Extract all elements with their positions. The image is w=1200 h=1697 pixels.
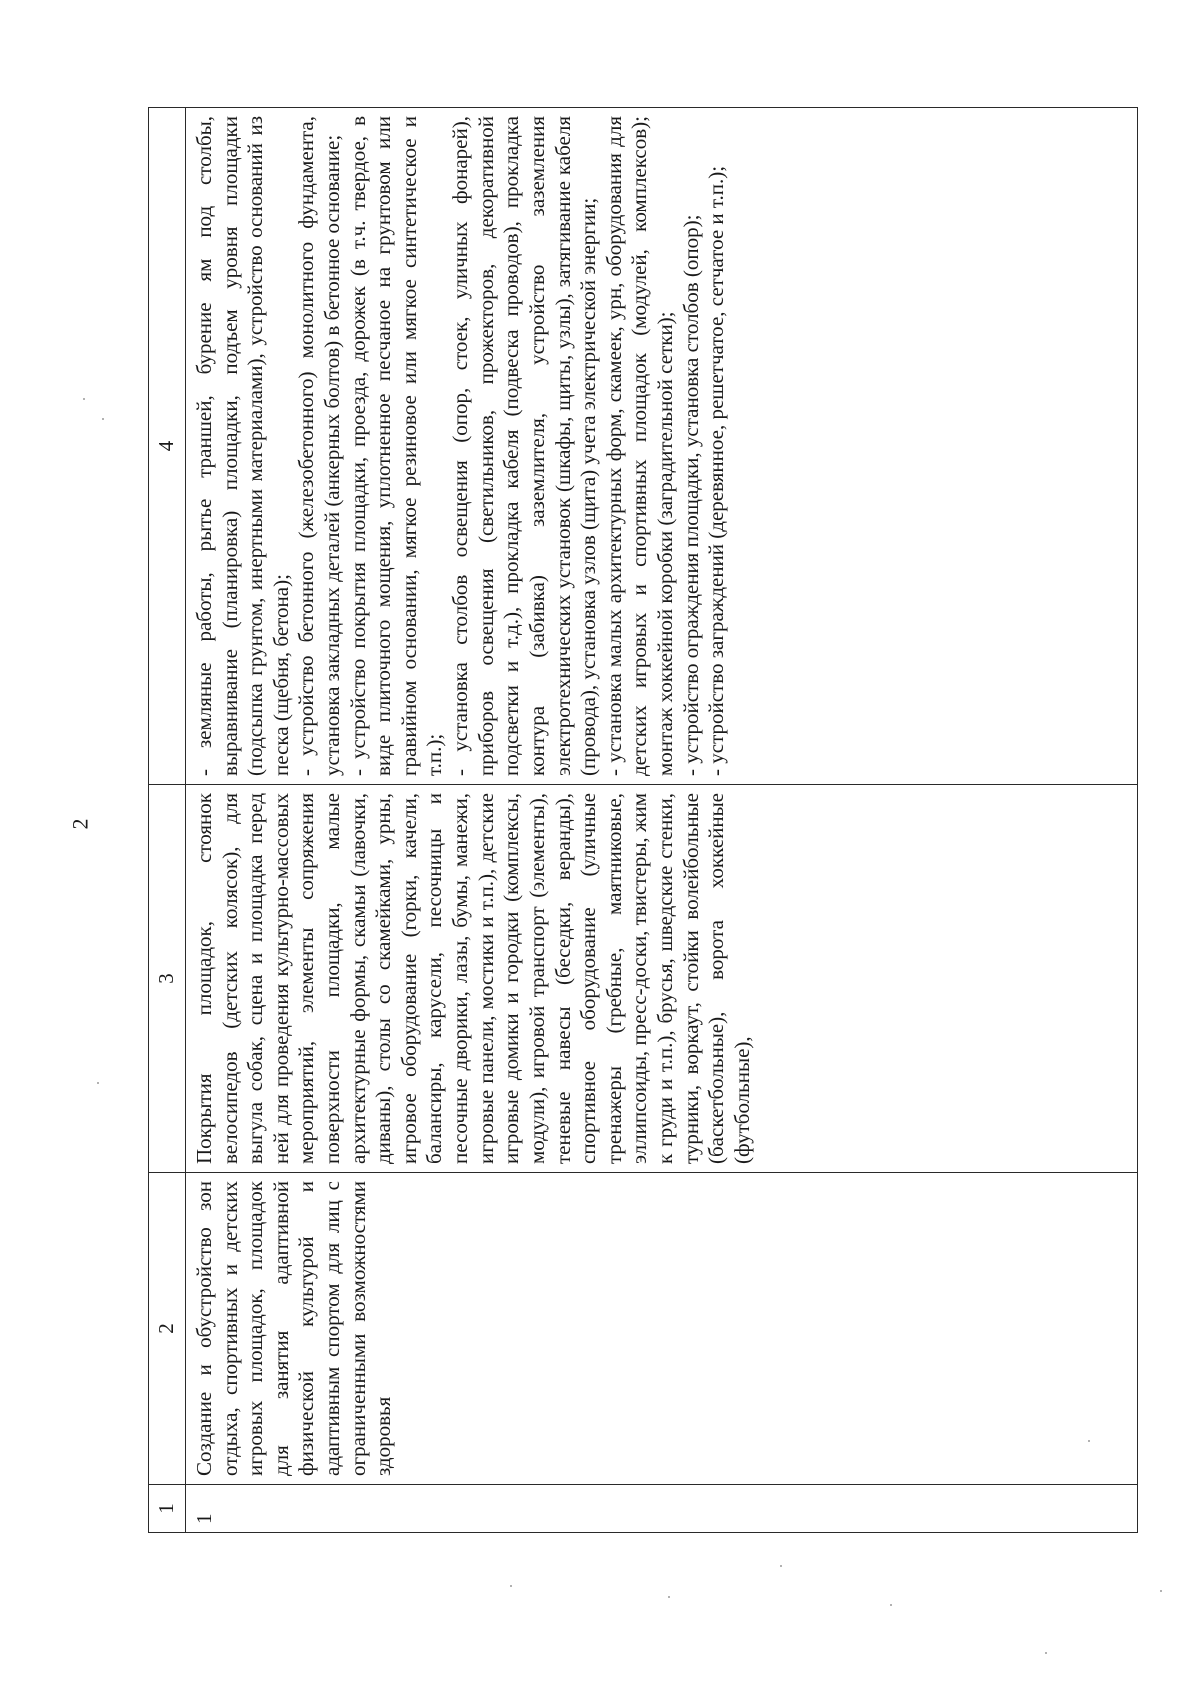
table-frame	[148, 108, 1138, 1533]
elements-cell: Покрытия площадок, стоянок велосипедов (детских колясок), для выгула собак, сцена и площадка перед ней для проведения культурно-массовых мероприятий, элементы сопряжения поверхности площадки, малые архитектурные формы, скамьи (лавочки, диваны), столы со скамейками, урны, игровое оборудование (горки, качели, балансиры, карусели, песочницы и песочные дворики, лазы, бумы, манежи, игровые панели, мостики и т.п.), детские игровые домики и городки (комплексы, модули), игровой транспорт (элементы), теневые навесы (беседки, веранды), спортивное оборудование (уличные тренажеры (гребные, маятниковые, эллипсоиды, пресс-доски, твистеры, жим к груди и т.п.), брусья, шведские стенки, турники, воркаут, стойки волейбольные (баскетбольные), ворота хоккейные (футбольные),	[186, 785, 1138, 1173]
column-header-4: 4	[149, 108, 186, 785]
scan-speck	[780, 1565, 782, 1567]
scan-speck	[97, 1082, 99, 1084]
table-row	[186, 108, 1138, 1533]
column-header-2: 2	[149, 1173, 186, 1485]
work-item: - устройство ограждения площадки, установка столбов (опор);	[678, 214, 703, 776]
page-number: 2	[67, 818, 93, 830]
column-header-1: 1	[149, 1485, 186, 1533]
work-item: - земляные работы, рытье траншей, бурение ям под столбы, выравнивание (планировка) площадки, подъем уровня площадки (подсыпка грунтом, инертными материалами), устройство оснований из песка (щебня, бетона);	[192, 116, 293, 776]
table-header-row	[149, 108, 186, 1533]
scan-speck	[83, 398, 85, 400]
scan-speck	[510, 1585, 512, 1587]
work-item: - устройство бетонного (железобетонного) монолитного фундамента, установка закладных деталей (анкерных болтов) в бетонное основание;	[294, 116, 345, 776]
scan-speck	[1160, 1590, 1162, 1592]
column-header-3: 3	[149, 785, 186, 1173]
work-item: - устройство покрытия площадки, проезда, дорожек (в т.ч. твердое, в виде плиточного мощения, уплотненное песчаное на грунтовом или гравийном основании, мягкое резиновое или мягкое синтетическое и т.п.);	[345, 116, 447, 776]
works-table	[148, 107, 1138, 1533]
work-type-cell: Создание и обустройство зон отдыха, спортивных и детских игровых площадок, площадок для занятия адаптивной физической культурой и адаптивным спортом для лиц с ограниченными возможностями здоровья	[186, 1173, 1138, 1485]
scan-speck	[668, 1596, 670, 1598]
scan-speck	[890, 1604, 892, 1606]
rotated-table-container	[148, 108, 1138, 1533]
work-item: - установка столбов освещения (опор, стоек, уличных фонарей), приборов освещения (светильников, прожекторов, декоративной подсветки и т.д.), прокладка кабеля (подвеска проводов), прокладка контура (забивка) заземлителя, устройство заземления электротехнических установок (шкафы, щиты, узлы), затягивание кабеля (провода), установка узлов (щита) учета электрической энергии;	[448, 116, 601, 776]
work-list-cell	[186, 108, 1138, 785]
work-item: - установка малых архитектурных форм, скамеек, урн, оборудования для детских игровых и спортивных площадок (модулей, комплексов); монтаж хоккейной коробки (заградительной сетки);	[601, 116, 677, 776]
work-item: - устройство заграждений (деревянное, решетчатое, сетчатое и т.п.);	[704, 165, 729, 776]
row-number-cell: 1	[186, 1485, 1138, 1533]
scan-speck	[1045, 1652, 1047, 1654]
scan-speck	[102, 418, 104, 420]
